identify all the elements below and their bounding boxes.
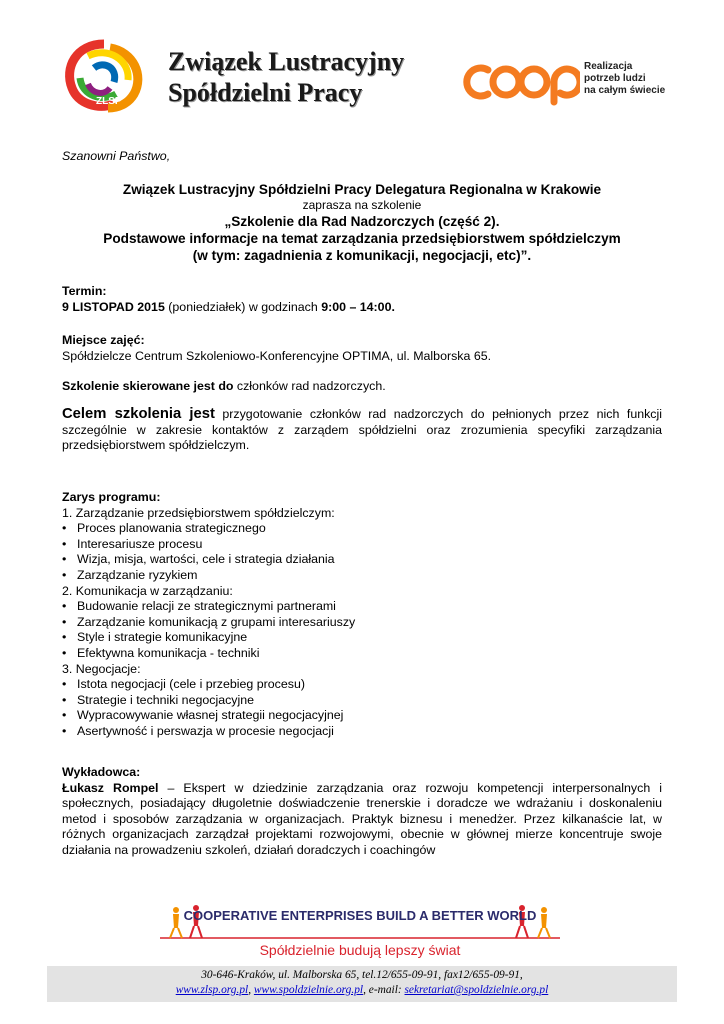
- program-item-text: Style i strategie komunikacyjne: [77, 630, 248, 645]
- bullet-icon: •: [62, 677, 67, 692]
- organizer: Związek Lustracyjny Spółdzielni Pracy Delegatura Regionalna w Krakowie: [122, 182, 602, 197]
- banner-line-2: Spółdzielnie budują lepszy świat: [259, 942, 461, 958]
- program-section-heading: 3. Negocjacje:: [62, 661, 141, 676]
- footer-sep: ,: [248, 984, 254, 996]
- program-list-item: [62, 724, 662, 740]
- date-day: (poniedziałek) w godzinach: [164, 299, 322, 314]
- bullet-icon: •: [62, 692, 67, 707]
- bullet-icon: •: [62, 599, 67, 614]
- coop-tagline-3: na całym świecie: [584, 85, 666, 96]
- title-line-2: Spółdzielni Pracy: [168, 78, 363, 107]
- footer-link-zlsp[interactable]: www.zlsp.org.pl: [175, 984, 249, 996]
- lecturer-section: [62, 765, 662, 859]
- date-hours: 9:00 – 14:00.: [321, 299, 395, 314]
- date-label: Termin:: [62, 284, 107, 298]
- program-item-text: Istota negocjacji (cele i przebieg procesu): [77, 677, 305, 692]
- audience-section: [62, 379, 386, 395]
- goal-value: przygotowanie członków rad nadzorczych do pełnionych przez nich funkcji szczególnie w zakresie kontaktów z zarządem spółdzielni oraz zrozumienia specyfiki zarządzania przedsiębiorstwem spółdzielczym.: [62, 407, 662, 453]
- banner-line-1: COOPERATIVE ENTERPRISES BUILD A BETTER WORLD: [183, 908, 537, 923]
- bullet-icon: •: [62, 614, 67, 629]
- audience-value: członków rad nadzorczych.: [233, 379, 386, 393]
- coop-tagline-1: Realizacja: [584, 61, 633, 72]
- lecturer-text: [62, 781, 662, 859]
- goal-label: Celem szkolenia jest: [62, 406, 215, 422]
- lecturer-bio: – Ekspert w dziedzinie zarządzania oraz rozwoju kompetencji interpersonalnych i społecznych, posiadający długoletnie doświadczenie trenerskie i doradcze we wdrażaniu i doskonaleniu metod i sposobów zarządzania w organizacjach. Praktyk biznesu i menedżer. Przez kilkanaście lat, w różnych organizacjach zarządzał projektami rozwojowymi, obecnie w głównej mierze koncentruje swoje działania na prowadzeniu szkoleń, działań doradczych i coachingów: [62, 780, 662, 857]
- footer-email-link[interactable]: sekretariat@spoldzielnie.org.pl: [404, 984, 549, 996]
- date-value: 9 LISTOPAD 2015: [62, 299, 165, 314]
- invite-line: zaprasza na szkolenie: [302, 198, 422, 212]
- program-item-text: Proces planowania strategicznego: [77, 521, 266, 536]
- program-list-item: [62, 537, 662, 553]
- zlsp-logo: [58, 38, 150, 114]
- intro-block: [40, 181, 684, 264]
- footer-link-spoldzielnie[interactable]: www.spoldzielnie.org.pl: [253, 984, 364, 996]
- bullet-icon: •: [62, 521, 67, 536]
- program-section-heading: 1. Zarządzanie przedsiębiorstwem spółdzielczym:: [62, 505, 335, 520]
- program-item-text: Strategie i techniki negocjacyjne: [77, 692, 255, 707]
- program-list-item: [62, 630, 662, 646]
- program-item-text: Interesariusze procesu: [77, 536, 203, 551]
- goal-section: [62, 407, 662, 454]
- location-value: Spółdzielcze Centrum Szkoleniowo-Konferencyjne OPTIMA, ul. Malborska 65.: [62, 348, 492, 363]
- program-list-item: [62, 599, 662, 615]
- training-title-3: (w tym: zagadnienia z komunikacji, negocjacji, etc)”.: [192, 248, 532, 263]
- program-label: Zarys programu:: [62, 490, 161, 504]
- lecturer-label: Wykładowca:: [62, 765, 141, 779]
- bullet-icon: •: [62, 630, 67, 645]
- cooperative-banner: [160, 894, 560, 966]
- program-list: [62, 506, 662, 740]
- bullet-icon: •: [62, 708, 67, 723]
- program-item-text: Zarządzanie ryzykiem: [77, 567, 198, 582]
- program-item-text: Wypracowywanie własnej strategii negocjacyjnej: [77, 708, 344, 723]
- greeting: Szanowni Państwo,: [62, 149, 171, 163]
- footer: [47, 966, 677, 1002]
- program-item-text: Budowanie relacji ze strategicznymi partnerami: [77, 599, 336, 614]
- program-item-text: Efektywna komunikacja - techniki: [77, 645, 260, 660]
- audience-label: Szkolenie skierowane jest do: [62, 379, 234, 393]
- program-list-item: [62, 615, 662, 631]
- bullet-icon: •: [62, 552, 67, 567]
- coop-logo-text: coop: [462, 105, 465, 106]
- coop-tagline-2: potrzeb ludzi: [584, 73, 646, 84]
- program-section-heading: 2. Komunikacja w zarządzaniu:: [62, 583, 233, 598]
- program-list-item: [62, 693, 662, 709]
- bullet-icon: •: [62, 723, 67, 738]
- program-list-item: [62, 552, 662, 568]
- program-section: [62, 490, 662, 740]
- bullet-icon: •: [62, 536, 67, 551]
- bullet-icon: •: [62, 567, 67, 582]
- program-list-item: [62, 646, 662, 662]
- page-title: [168, 46, 404, 108]
- program-item-text: Zarządzanie komunikacją z grupami interesariuszy: [77, 614, 356, 629]
- lecturer-name: Łukasz Rompel: [62, 780, 159, 795]
- program-list-item: [62, 568, 662, 584]
- location-section: [62, 333, 491, 364]
- coop-tagline: [584, 61, 665, 97]
- program-list-item: [62, 521, 662, 537]
- training-title-2: Podstawowe informacje na temat zarządzania przedsiębiorstwem spółdzielczym: [103, 231, 621, 246]
- bullet-icon: •: [62, 645, 67, 660]
- footer-text: [47, 968, 677, 998]
- footer-links: [47, 983, 677, 998]
- program-item-text: Wizja, misja, wartości, cele i strategia działania: [77, 552, 335, 567]
- footer-address: 30-646-Kraków, ul. Malborska 65, tel.12/655-09-91, fax12/655-09-91,: [201, 969, 523, 981]
- title-line-1: Związek Lustracyjny: [168, 47, 405, 76]
- location-label: Miejsce zajęć:: [62, 333, 145, 347]
- program-item-text: Asertywność i perswazja w procesie negocjacji: [77, 723, 334, 738]
- program-list-item: [62, 708, 662, 724]
- footer-email-label: , e-mail:: [363, 984, 405, 996]
- zlsp-logo-text: ZLSP: [96, 96, 122, 107]
- program-list-item: [62, 677, 662, 693]
- date-section: [62, 284, 395, 315]
- training-title-1: „Szkolenie dla Rad Nadzorczych (część 2).: [224, 214, 500, 229]
- coop-logo: [462, 58, 580, 106]
- date-line: [62, 300, 395, 316]
